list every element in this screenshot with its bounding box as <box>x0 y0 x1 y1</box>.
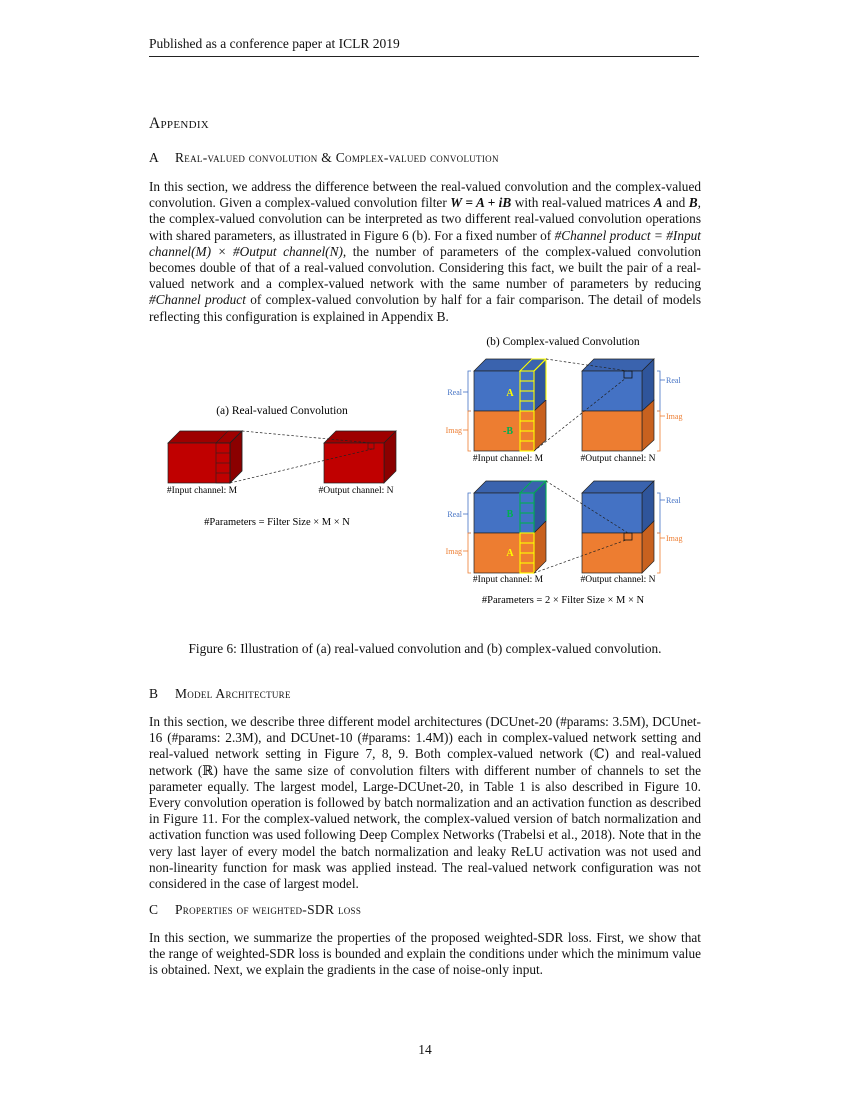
equation-filter: W = A + iB <box>450 195 512 211</box>
section-c-title: Properties of weighted-SDR loss <box>175 902 362 917</box>
section-a-text-5: , the number of parameters of the complex-valued convolution becomes double of that of a real-valued convolution. Considering this fact, we built the pair of a real-valued network and a complex-valued network with the same number of parameters by reducing <box>149 243 701 292</box>
params-a: #Parameters = Filter Size × M × N <box>204 517 350 528</box>
section-b-number: B <box>149 686 159 701</box>
appendix-title: Appendix <box>149 115 210 132</box>
imag-label-right-top: Imag <box>666 412 683 421</box>
complex-input-cube-bottom <box>474 481 546 573</box>
matrix-b: B <box>688 195 698 211</box>
running-header: Published as a conference paper at ICLR 2019 <box>149 36 699 57</box>
params-b: #Parameters = 2 × Filter Size × M × N <box>481 595 645 606</box>
section-a-text-4: , the complex-valued convolution can be interpreted as two different real-valued convolution operations with shared parameters, as illustrated in Figure 6 (b). For a fixed number of <box>149 195 701 243</box>
real-input-label: #Input channel: M <box>166 486 238 496</box>
page-number: 14 <box>418 1042 432 1057</box>
imag-label-left-top: Imag <box>445 426 462 435</box>
section-a-text-1: In this section, we address the difference between the real-valued convolution and the complex-valued convolution. Given a complex-valued convolution filter <box>149 179 701 211</box>
figure-6-caption: Figure 6: Illustration of (a) real-valued convolution and (b) complex-valued convolution. <box>188 641 662 656</box>
real-label-left-bottom: Real <box>447 510 462 519</box>
section-b-heading <box>149 686 701 702</box>
figure-title-b: (b) Complex-valued Convolution <box>486 336 640 348</box>
figure-6 <box>150 330 700 650</box>
label-a-bottom: A <box>506 548 514 559</box>
label-b-bottom: B <box>506 509 514 520</box>
real-label-right-bottom: Real <box>666 496 681 505</box>
section-a-paragraph <box>149 179 701 325</box>
section-a-text-2: with real-valued matrices <box>511 195 654 211</box>
real-input-cube <box>168 431 242 483</box>
complex-input-label-top: #Input channel: M <box>472 454 544 464</box>
section-a-number: A <box>149 150 160 165</box>
imag-label-left-bottom: Imag <box>445 547 462 556</box>
imag-label-right-bottom: Imag <box>666 534 683 543</box>
real-label-right-top: Real <box>666 376 681 385</box>
equation-channel-product-short: #Channel product <box>149 292 246 308</box>
label-a-top: A <box>506 388 514 399</box>
matrix-a: A <box>653 195 663 211</box>
complex-input-label-bottom: #Input channel: M <box>472 575 544 585</box>
figure-title-a: (a) Real-valued Convolution <box>216 405 348 417</box>
real-output-label: #Output channel: N <box>318 486 394 496</box>
real-label-left-top: Real <box>447 388 462 397</box>
section-a-heading <box>149 150 701 166</box>
section-a-text-3: and <box>662 195 689 211</box>
equation-channel-product: #Channel product = #Input channel(M) × #Output channel(N) <box>149 227 701 259</box>
real-output-cube <box>324 431 396 483</box>
complex-output-label-top: #Output channel: N <box>580 454 656 464</box>
complex-output-cube-bottom <box>582 481 654 573</box>
section-c-heading <box>149 902 701 918</box>
section-b-paragraph: In this section, we describe three different model architectures (DCUnet-20 (#params: 3.5M), DCUnet-16 (#params: 2.3M), and DCUnet-10 (#params: 1.4M)) each in complex-valued network setting and real-valued network setting in Figure 7, 8, 9. Both complex-valued network (ℂ) and real-valued network (ℝ) have the same size of convolution filters with different number of channels to set the parameter equally. The largest model, Large-DCUnet-20, in Table 1 is also described in Figure 10. Every convolution operation is followed by batch normalization and an activation function as described in Figure 11. For the complex-valued network, the complex-valued version of batch normalization and activation function was used following Deep Complex Networks (Trabelsi et al., 2018). Note that in the very last layer of every model the batch normalization and leaky ReLU activation was not used and non-linearity function for mask was applied instead. The real-valued network configuration was not considered in the case of largest model. <box>149 714 701 892</box>
complex-output-label-bottom: #Output channel: N <box>580 575 656 585</box>
section-b-title: Model Architecture <box>175 686 291 701</box>
label-neg-b-top: -B <box>503 426 513 437</box>
complex-input-cube-top <box>474 359 546 451</box>
section-c-number: C <box>149 902 159 917</box>
section-a-title: Real-valued convolution & Complex-valued convolution <box>175 150 499 165</box>
section-c-paragraph: In this section, we summarize the properties of the proposed weighted-SDR loss. First, we show that the range of weighted-SDR loss is bounded and explain the conditions under which the minimum value is obtained. Next, we explain the gradients in the case of noise-only input. <box>149 930 701 978</box>
complex-output-cube-top <box>582 359 654 451</box>
section-a-text-6: of complex-valued convolution by half for a fair comparison. The detail of models reflecting this configuration is explained in Appendix B. <box>149 292 701 324</box>
